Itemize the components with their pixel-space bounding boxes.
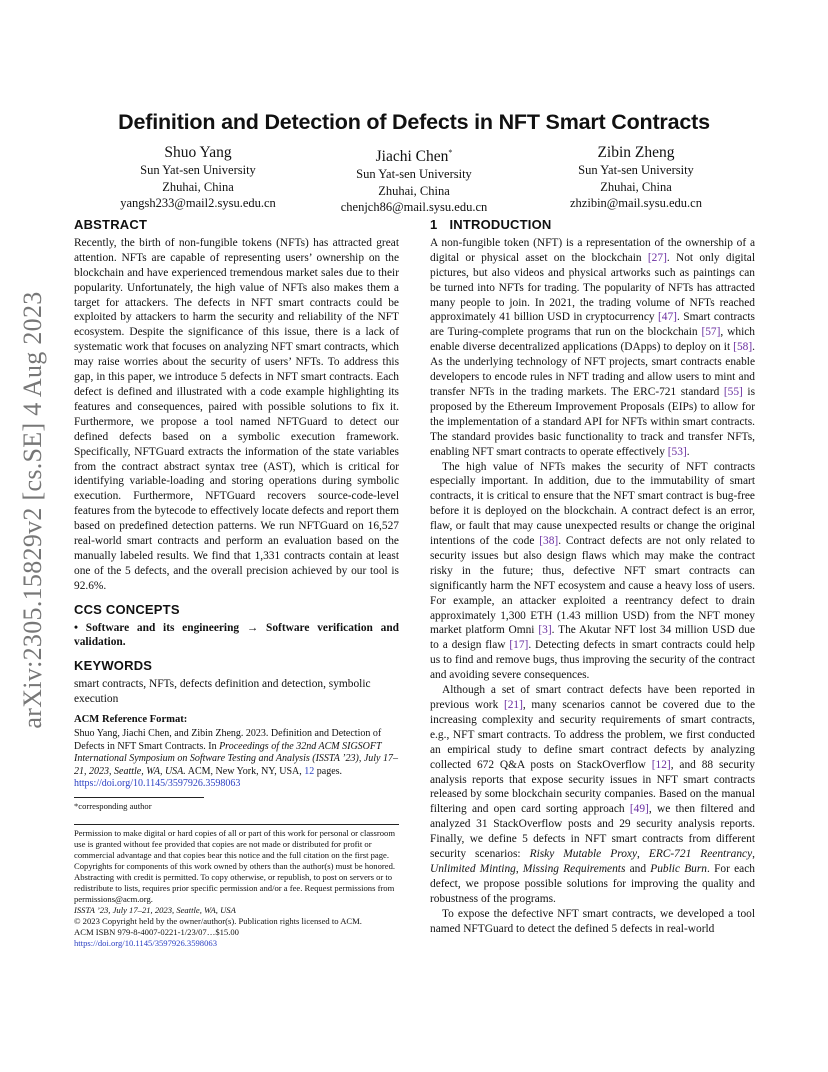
intro-paragraph-2 (430, 460, 755, 684)
doi-footer-link[interactable]: https://doi.org/10.1145/3597926.3598063 (74, 937, 217, 948)
isbn-line: ACM ISBN 979-8-4007-0221-1/23/07…$15.00 (74, 926, 239, 937)
corresponding-mark: * (448, 148, 453, 157)
citation-link[interactable]: [55] (723, 385, 743, 398)
paragraph-text: , we then filtered and analyzed 31 StackOverflow posts and 29 security analysis reports. Finally, we define 5 defects in NFT smart contracts from different security scenarios: (430, 803, 755, 861)
citation-link[interactable]: [53] (667, 445, 687, 458)
author-affiliation: Sun Yat-sen University (356, 167, 472, 182)
intro-paragraph-4: To expose the defective NFT smart contracts, we developed a tool named NFTGuard to detect the defined 5 defects in real-world (430, 907, 755, 935)
paper-title: Definition and Detection of Defects in NFT Smart Contracts (118, 110, 710, 134)
author-name: Shuo Yang (164, 144, 232, 161)
paragraph-text: . Contract defects are not only related to security issues but also design flaws which may make the contract risky in the future; thus, defective NFT smart contracts can significantly harm the NFT ecosystem and cause a heavy loss of users. For example, an attacker exploited a reentrancy defect to drain approximately 1,300 ETH (1.43 million USD) from the NFT money market platform Omni (430, 535, 755, 637)
author-location: Zhuhai, China (378, 183, 450, 198)
acm-ref-proceedings: Proceedings of the 32nd ACM SIGSOFT International Symposium on Software Testing and Analysis (ISSTA ’23), July 17–21, 2023, Seattle, WA, USA. (74, 740, 398, 777)
arxiv-identifier (18, 290, 48, 730)
paragraph-text: is proposed by the Ethereum Improvement Proposals (EIPs) to allow for the implementation of a standard API for NFTs within smart contracts. The standard provides basic functionality to track and transfer NFTs, enabling NFT smart contracts to operate effectively (430, 385, 755, 458)
abstract-text: Recently, the birth of non-fungible tokens (NFTs) has attracted great attention. NFTs are capable of representing users’ ownership on the blockchain and have experienced tremendous market sales due to their popularity. Unfortunately, the high value of NFTs also makes them a target for attackers. The defects in NFT smart contracts could be exploited by attackers to harm the security and reliability of the NFT ecosystem. Despite the significance of this issue, there is a lack of systematic work that focuses on analyzing NFT smart contracts, which may raise worries about the security of users’ NFTs. To address this gap, in this paper, we introduce 5 defects in NFT smart contracts. Each defect is defined and illustrated with a code example highlighting its features and consequences, paired with possible solutions to fix it. Furthermore, we propose a tool named NFTGuard to detect our defined defects based on a symbolic execution framework. Specifically, NFTGuard extracts the information of the state variables from the contract abstract syntax tree (AST), which is critical for identifying variable-loading and storing operations during symbolic execution. Furthermore, NFTGuard recovers source-code-level features from the bytecode to effectively locate defects and report them based on predefined detection patterns. We run NFTGuard on 16,527 real-world smart contracts and perform an evaluation based on the manually labeled results. We find that 1,331 contracts contain at least one of the 5 defects, and the overall precision achieved by our tool is 92.6%. (74, 236, 399, 592)
paragraph-text: , (752, 848, 755, 861)
paragraph-text: . Smart contracts are Turing-complete programs that run on the blockchain (430, 311, 755, 339)
acm-ref-part: pages. (314, 765, 343, 777)
section-title: INTRODUCTION (449, 217, 552, 232)
paragraph-text: . As the underlying technology of NFT projects, smart contracts enable developers to encode rules in NFT trading and allow users to mint and transfer NFTs in the trading markets. The ERC-721 standard (430, 341, 755, 398)
author-affiliation: Sun Yat-sen University (578, 163, 694, 177)
defect-name: ERC-721 Reentrancy (648, 848, 753, 861)
defect-name: Missing Requirements (522, 862, 626, 875)
conference-line: ISSTA ’23, July 17–21, 2023, Seattle, WA, USA (74, 904, 236, 915)
paragraph-text: The high value of NFTs makes the security of NFT contracts especially important. In addition, due to the immutability of smart contracts, it is critical to ensure that the NFT smart contract is bug-free before it is deployed on the blockchain. A contract defect is an error, flaw, or fault that may cause unexpected results or change the original intentions of the code (430, 460, 755, 548)
footnote-divider (74, 797, 204, 798)
paragraph-text: Although a set of smart contract defects have been reported in previous work (430, 684, 755, 711)
citation-link[interactable]: [21] (503, 699, 523, 711)
intro-paragraph-1 (430, 236, 755, 460)
section-number: 1 (430, 217, 438, 232)
author-block-3 (521, 143, 751, 212)
author-location: Zhuhai, China (162, 179, 234, 194)
author-name: Zibin Zheng (597, 144, 675, 161)
author-email[interactable]: chenjch86@mail.sysu.edu.cn (340, 200, 488, 215)
citation-link[interactable]: [17] (509, 639, 529, 652)
citation-link[interactable]: [47] (658, 311, 677, 324)
paragraph-text: and (625, 862, 651, 875)
intro-paragraph-3 (430, 683, 755, 907)
keywords-heading: KEYWORDS (74, 658, 153, 674)
acm-ref-part: ACM, New York, NY, USA, (185, 765, 305, 777)
abstract-heading: ABSTRACT (74, 217, 148, 232)
ccs-text: • Software and its engineering → Software verification and validation. (74, 621, 399, 649)
ccs-heading: CCS CONCEPTS (74, 601, 180, 617)
doi-link[interactable]: https://doi.org/10.1145/3597926.3598063 (74, 778, 241, 790)
paragraph-text: . The Akutar NFT lost 34 million USD due to a design flaw (430, 624, 756, 652)
citation-link[interactable]: [27] (647, 251, 667, 264)
citation-link[interactable]: [38] (539, 535, 559, 548)
paragraph-text: . For each defect, we propose possible solutions for improving the quality and robustness of the programs. (430, 862, 755, 905)
paragraph-text: , and 88 security analysis reports that expose security issues in NFT smart contracts released by some blockchain security companies. Based on the manual filtering and open card sorting approach (430, 758, 755, 816)
paragraph-text: . Detecting defects in smart contracts could help us to find and remove bugs, thus improving the security of the contract and avoiding severe consequences. (430, 639, 755, 682)
acm-ref-heading: ACM Reference Format: (74, 714, 188, 726)
introduction-heading (430, 218, 755, 233)
paragraph-text: . (686, 445, 690, 458)
acm-ref-text (74, 728, 399, 791)
permission-notice: Permission to make digital or hard copies of all or part of this work for personal or classroom use is granted without fee provided that copies are not made or distributed for profit or commercial advantage and that copies bear this notice and the full citation on the first page. Copyrights for components of this work owned by others than the author(s) must be honored. Abstracting with credit is permitted. To copy otherwise, or republish, to post on servers or to redistribute to lists, requires prior specific permission and/or a fee. Request permissions from permissions@acm.org. (74, 827, 396, 904)
citation-link[interactable]: [57] (701, 326, 721, 339)
copyright-line: © 2023 Copyright held by the owner/author(s). Publication rights licensed to ACM. (74, 915, 362, 926)
paragraph-text: . Not only digital pictures, but also videos and physical artworks such as paintings can be turned into NFTs for trading. The popularity of NFTs has attracted many people to join. In 2021, the trading volume of NFTs reached approximately 41 billion USD in cryptocurrency (430, 251, 755, 324)
defect-name: Risky Mutable Proxy (529, 848, 638, 861)
citation-link[interactable]: [49] (629, 803, 649, 816)
paragraph-text: , (515, 862, 523, 875)
citation-link[interactable]: [58] (733, 341, 753, 354)
paragraph-text: , which enable diverse decentralized applications (DApps) to deploy on it (430, 326, 755, 354)
author-email[interactable]: yangsh233@mail2.sysu.edu.cn (120, 196, 276, 210)
acm-ref-part: Shuo Yang, Jiachi Chen, and Zibin Zheng. 2023. Definition and Detection of Defects in NFT Smart Contracts. In (74, 728, 382, 752)
paragraph-text: , (637, 848, 649, 861)
left-column (74, 218, 399, 949)
author-email[interactable]: zhzibin@mail.sysu.edu.cn (570, 196, 702, 210)
defect-name: Unlimited Minting (430, 862, 516, 875)
defect-name: Public Burn (650, 862, 708, 875)
author-location: Zhuhai, China (600, 179, 672, 194)
citation-link[interactable]: [3] (538, 624, 552, 637)
footnote-corresponding: *corresponding author (74, 800, 152, 811)
author-block-1 (83, 143, 313, 212)
author-affiliation: Sun Yat-sen University (140, 163, 256, 177)
permission-divider (74, 824, 399, 825)
arxiv-id-text: arXiv:2305.15829v2 [cs.SE] 4 Aug 2023 (18, 291, 47, 729)
page-count-link[interactable]: 12 (304, 765, 315, 777)
citation-link[interactable]: [12] (651, 758, 671, 771)
paragraph-text: A non-fungible token (NFT) is a representation of the ownership of a digital or physical asset on the blockchain (430, 236, 755, 264)
author-block-2 (299, 143, 529, 216)
keywords-text: smart contracts, NFTs, defects definition and detection, symbolic execution (74, 678, 371, 706)
right-column (430, 218, 755, 937)
paragraph-text: , many scenarios cannot be covered due to the increasing complexity and security requirements of smart contracts, e.g., NFT smart contracts. To address the problem, we first conducted an empirical study to define smart contract defects by analyzing collected 672 Q&A posts on StackOverflow (430, 699, 755, 771)
author-name: Jiachi Chen (375, 148, 449, 166)
